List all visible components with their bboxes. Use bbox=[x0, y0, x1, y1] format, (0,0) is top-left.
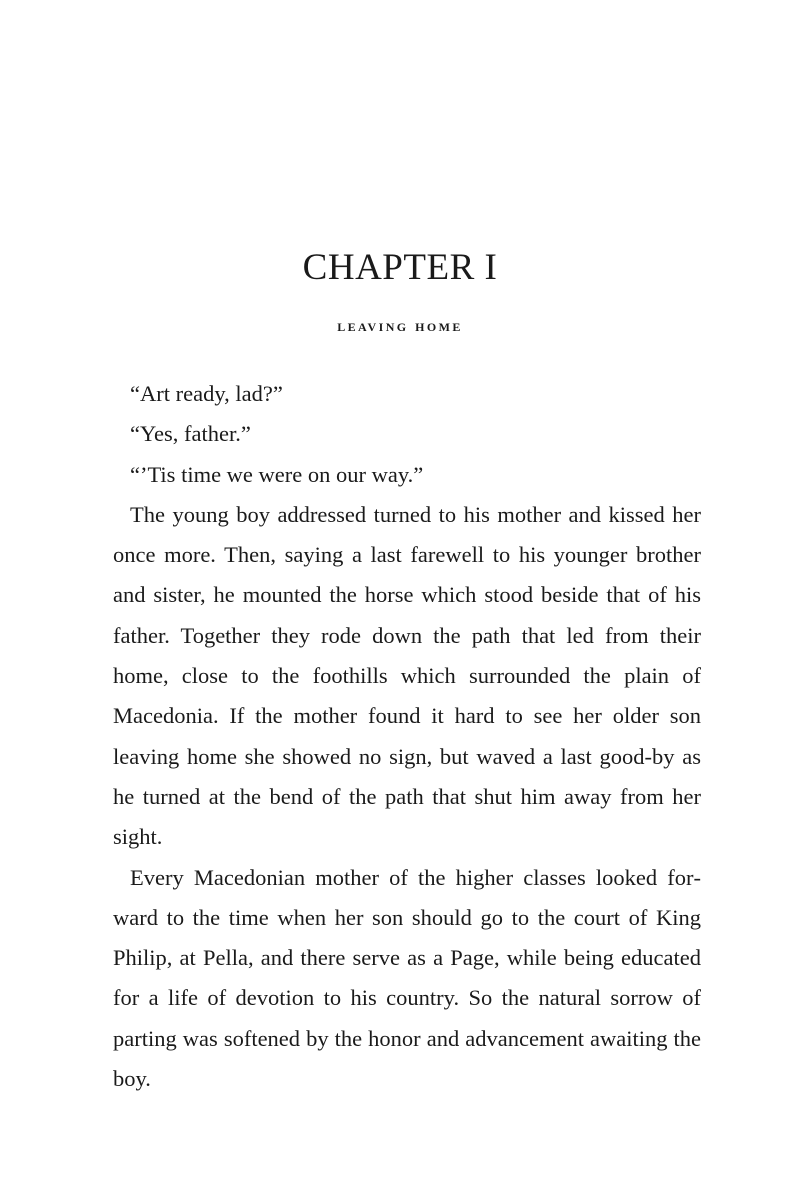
dialogue-line: “’Tis time we were on our way.” bbox=[130, 461, 424, 487]
body-paragraph: The young boy addressed turned to his mother and kissed her once more. Then, saying a last farewell to his younger brother and sister, he mounted the horse which stood beside that of his father. Together they rode down the path that led from their home, close to the foothills which surrounded the plain of Macedonia. If the mother found it hard to see her older son leaving home she showed no sign, but waved a last good-by as he turned at the bend of the path that shut him away from her sight. bbox=[113, 501, 701, 850]
chapter-heading: CHAPTER I bbox=[302, 247, 498, 288]
dialogue-line: “Art ready, lad?” bbox=[130, 381, 283, 406]
dialogue-line: “Yes, father.” bbox=[130, 421, 251, 447]
body-paragraph: Every Macedonian mother of the higher classes looked forward to the time when her son should go to the court of King Philip, at Pella, and there serve as a Page, while being educated for a life of devotion to his country. So the natural sorrow of parting was softened by the honor and advancement awaiting the boy. bbox=[113, 864, 701, 1092]
chapter-body bbox=[113, 374, 701, 1099]
chapter-subtitle: leaving home bbox=[337, 316, 463, 335]
